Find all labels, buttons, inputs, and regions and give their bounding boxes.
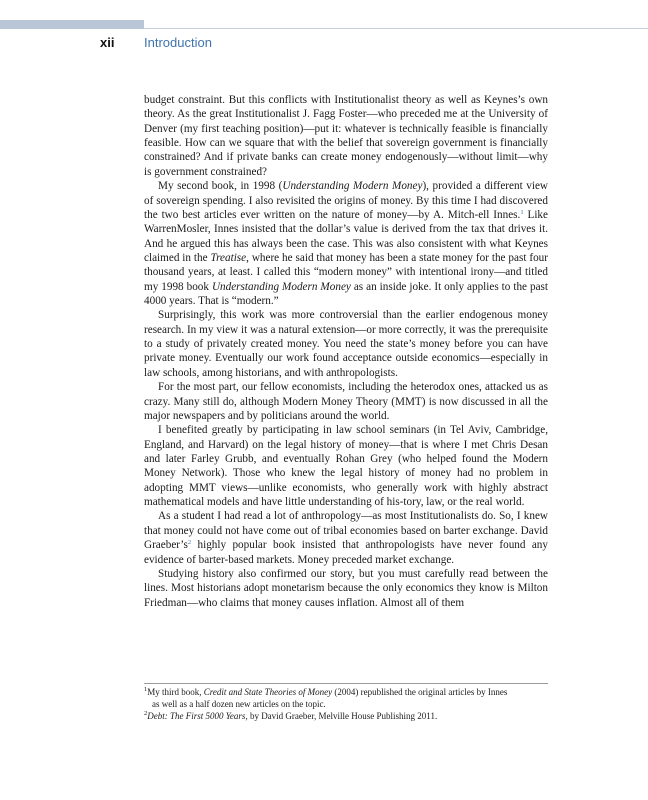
page-number: xii [100, 35, 115, 50]
page-header [0, 35, 648, 53]
footnote-2: $^2$Debt: The First 5000 Years, by David Graeber, Melville House Publishing 2011. [144, 710, 438, 721]
footnote-1-continued: as well as a half dozen new articles on the topic. [152, 699, 326, 709]
paragraph-3: Surprisingly, this work was more controversial than the earlier endogenous money research. In my view it was a natural extension—or more correctly, it was the prerequisite to a study of privately created money. You need the state’s money before you can have private money. Eventually our work found acceptance outside economics—especially in law schools, among historians, and with anthropologists. [144, 309, 548, 379]
header-rule [144, 28, 648, 29]
paragraph-4: For the most part, our fellow economists, including the heterodox ones, attacked us as crazy. Many still do, although Modern Money Theory (MMT) is now discussed in all the major newspapers and by politicians around the world. [144, 381, 548, 422]
footnote-ref-1[interactable]: 1 [520, 208, 524, 216]
footnote-rule [144, 683, 548, 684]
paragraph-7: Studying history also confirmed our story, but you must carefully read between the lines. Most historians adopt monetarism because the only economics they know is Milton Friedman—who claims that money causes inflation. Almost all of them [144, 567, 548, 609]
header-accent-bar [0, 20, 144, 29]
paragraph-2: My second book, in 1998 (Understanding Modern Money), provided a different view of sovereign spending. I also revisited the origins of money. By this time I had discovered the two best articles ever written on the nature of money—by A. Mitch-ell Innes.$^1$ Like WarrenMosler, Innes insisted that the dollar’s value is derived from the tax that drives it. And he argued this has always been the case. This was also consistent with what Keynes claimed in the Treatise, where he said that money has been a state money for the past four thousand years, at least. I called this “modern money” with intentional irony—and titled my 1998 book Understanding Modern Money as an inside joke. It only applies to the past 4000 years. That is “modern.” [144, 180, 549, 308]
paragraph-6: As a student I had read a lot of anthropology—as most Institutionalists do. So, I knew that money could not have come out of tribal economies based on barter exchange. David Graeber’s$^2$ highly popular book insisted that anthropologists have never found any evidence of barter-based markets. Money preceded market exchange. [144, 510, 548, 566]
paragraph-5: I benefited greatly by participating in law school seminars (in Tel Aviv, Cambridge, England, and Harvard) on the legal history of money—that is where I met Chris Desan and later Farley Grubb, and eventually Rohan Grey (who helped found the Modern Money Network). Those who knew the legal history of money had no problem in adopting MMT views—unlike economists, who generally work with highly abstract mathematical models and have little understanding of his-tory, law, or the real world. [144, 424, 548, 509]
paragraph-1: budget constraint. But this conflicts with Institutionalist theory as well as Keynes’s own theory. As the great Institutionalist J. Fagg Foster—who preceded me at the University of Denver (my first teaching position)—put it: whatever is technically feasible is financially feasible. How can we square that with the belief that sovereign government is financially constrained? And if private banks can create money endogenously—without limit—why is government constrained? [144, 94, 548, 178]
footnote-1: $^1$My third book, Credit and State Theories of Money (2004) republished the original articles by Innes [144, 686, 508, 697]
body-text [144, 93, 548, 610]
footnote-ref-2[interactable]: 2 [187, 539, 192, 547]
footnotes [144, 686, 548, 722]
running-head: Introduction [144, 35, 212, 50]
